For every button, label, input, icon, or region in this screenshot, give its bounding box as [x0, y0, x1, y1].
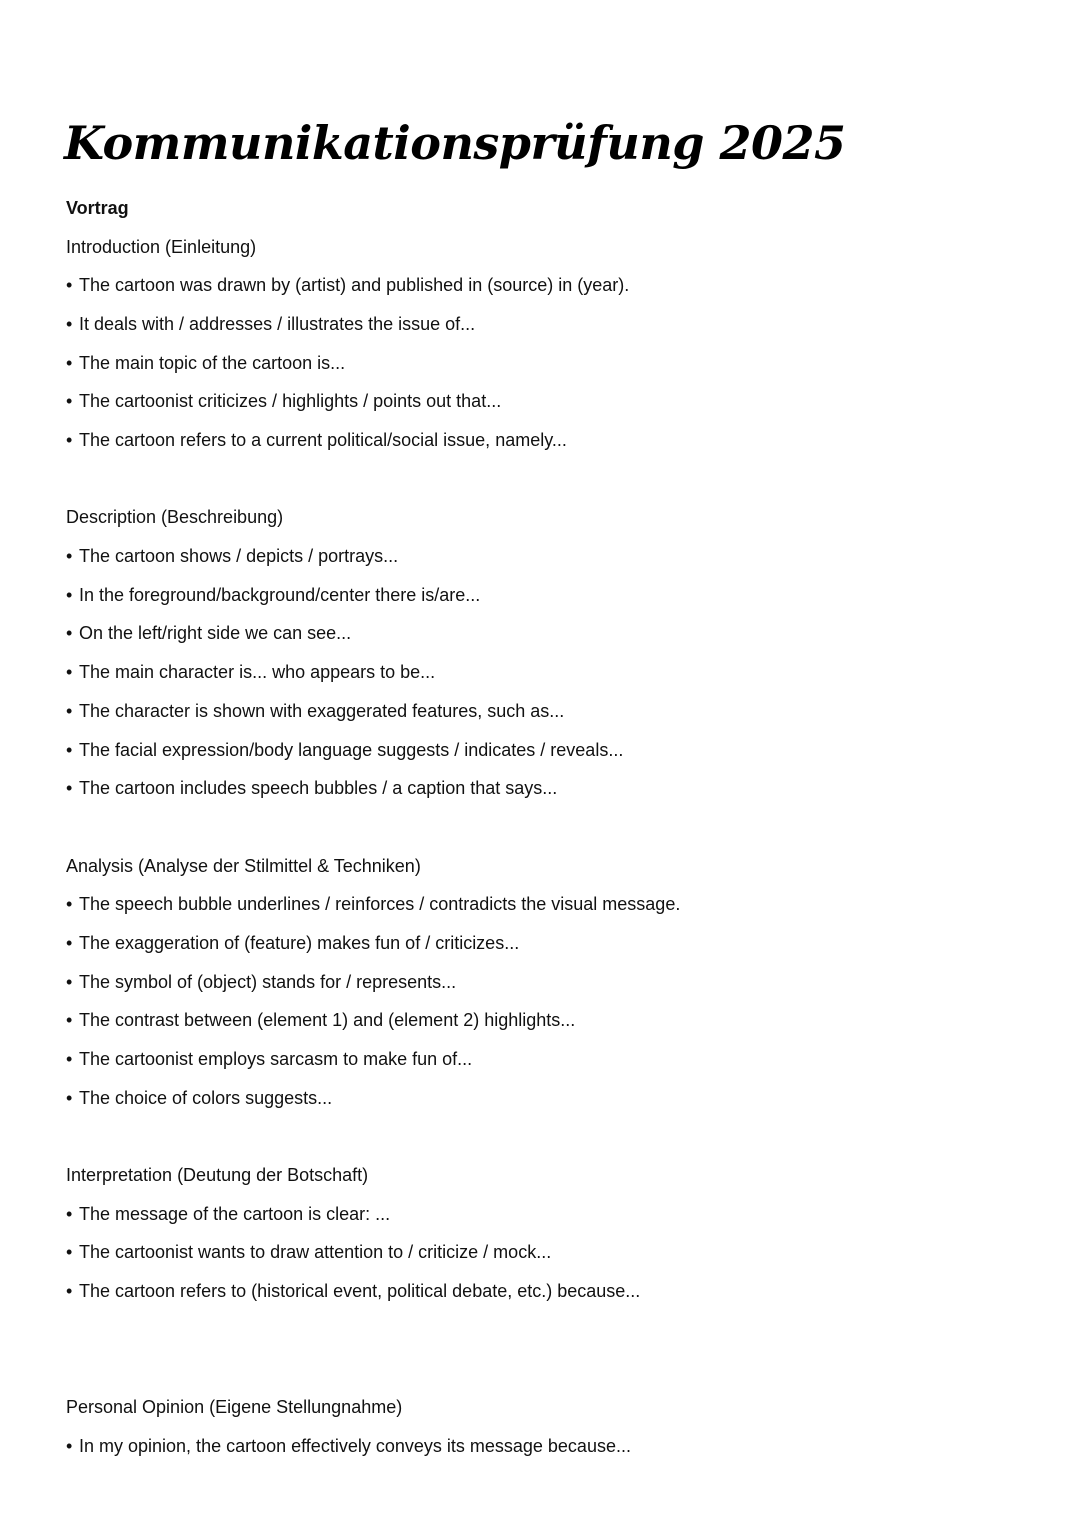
bullet-icon: •: [66, 391, 73, 412]
list-item: • The contrast between (element 1) and (element 2) highlights...: [66, 1001, 1026, 1040]
bullet-icon: •: [66, 932, 73, 953]
list-item: • The cartoonist employs sarcasm to make fun of...: [66, 1040, 1026, 1079]
bullet-icon: •: [66, 1087, 73, 1108]
page-title: Kommunikationsprüfung 2025: [64, 116, 846, 170]
section-heading: Personal Opinion (Eigene Stellungnahme): [66, 1396, 403, 1417]
bullet-icon: •: [66, 662, 73, 683]
section-heading: Description (Beschreibung): [66, 507, 284, 528]
bullet-icon: •: [66, 546, 73, 567]
bullet-icon: •: [66, 778, 73, 799]
bullet-icon: •: [66, 1280, 73, 1301]
list-item: • The cartoonist wants to draw attention to / criticize / mock...: [66, 1233, 1026, 1272]
section-personal-opinion: [66, 1388, 1026, 1465]
bullet-icon: •: [66, 352, 73, 373]
list-item: • The main character is... who appears to be...: [66, 653, 1026, 692]
list-item: • The cartoon refers to a current political/social issue, namely...: [66, 421, 1026, 460]
bullet-icon: •: [66, 1242, 73, 1263]
list-item: • The symbol of (object) stands for / represents...: [66, 963, 1026, 1002]
bullet-icon: •: [66, 700, 73, 721]
bullet-icon: •: [66, 1048, 73, 1069]
list-item: • On the left/right side we can see...: [66, 614, 1026, 653]
list-item: • The message of the cartoon is clear: ...: [66, 1195, 1026, 1234]
list-item: • The character is shown with exaggerated features, such as...: [66, 692, 1026, 731]
bullet-icon: •: [66, 894, 73, 915]
list-item: • The cartoon refers to (historical event, political debate, etc.) because...: [66, 1272, 1026, 1311]
section-heading: Interpretation (Deutung der Botschaft): [66, 1164, 369, 1185]
bullet-icon: •: [66, 739, 73, 760]
section-introduction: [66, 228, 1026, 460]
list-item: • The choice of colors suggests...: [66, 1079, 1026, 1118]
list-item: • The facial expression/body language suggests / indicates / reveals...: [66, 731, 1026, 770]
bullet-icon: •: [66, 971, 73, 992]
bullet-icon: •: [66, 623, 73, 644]
section-analysis: [66, 847, 1026, 1118]
list-item: • The cartoon was drawn by (artist) and published in (source) in (year).: [66, 266, 1026, 305]
list-item: • The cartoonist criticizes / highlights / points out that...: [66, 382, 1026, 421]
bullet-icon: •: [66, 1203, 73, 1224]
subtitle: Vortrag: [66, 198, 129, 218]
document-content: [66, 189, 1026, 1465]
list-item: • In my opinion, the cartoon effectively conveys its message because...: [66, 1427, 1026, 1466]
list-item: • It deals with / addresses / illustrates the issue of...: [66, 305, 1026, 344]
list-item: • The exaggeration of (feature) makes fun of / criticizes...: [66, 924, 1026, 963]
bullet-icon: •: [66, 430, 73, 451]
bullet-icon: •: [66, 275, 73, 296]
section-interpretation: [66, 1156, 1026, 1311]
section-heading: Introduction (Einleitung): [66, 236, 257, 257]
list-item: • The speech bubble underlines / reinforces / contradicts the visual message.: [66, 885, 1026, 924]
bullet-icon: •: [66, 314, 73, 335]
list-item: • In the foreground/background/center there is/are...: [66, 576, 1026, 615]
list-item: • The cartoon shows / depicts / portrays...: [66, 537, 1026, 576]
bullet-icon: •: [66, 1435, 73, 1456]
section-heading: Analysis (Analyse der Stilmittel & Techniken): [66, 855, 421, 876]
bullet-icon: •: [66, 584, 73, 605]
list-item: • The cartoon includes speech bubbles / a caption that says...: [66, 769, 1026, 808]
section-description: [66, 498, 1026, 808]
list-item: • The main topic of the cartoon is...: [66, 344, 1026, 383]
bullet-icon: •: [66, 1010, 73, 1031]
